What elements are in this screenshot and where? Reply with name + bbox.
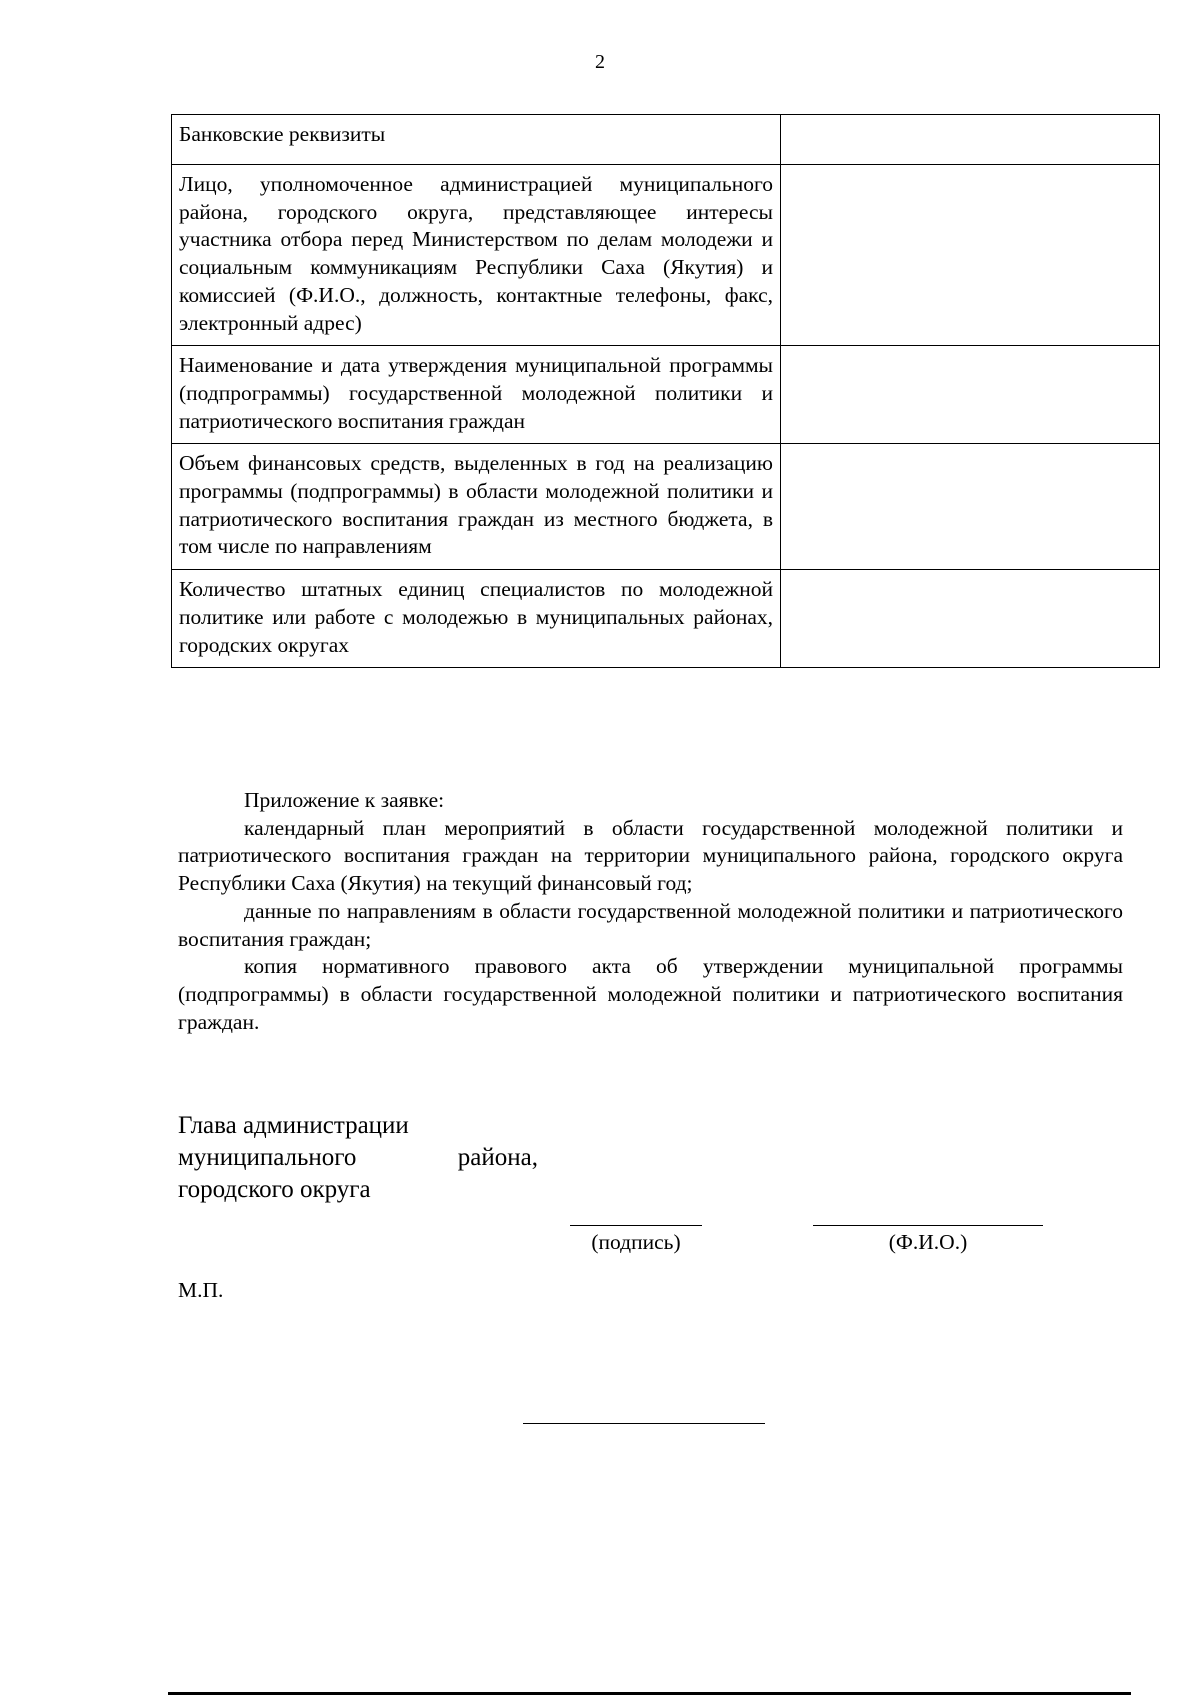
signatory-line-1: Глава администрации bbox=[178, 1112, 409, 1139]
stamp-label: М.П. bbox=[178, 1278, 224, 1302]
annex-item-calendar-plan: календарный план мероприятий в области государственной молодежной политики и патриотического воспитания граждан на территории муниципального района, городского округа Республики Саха (Якутия) на текущий финансовый год; bbox=[178, 815, 1123, 896]
table-row bbox=[172, 115, 1160, 165]
footer-rule bbox=[168, 1692, 1131, 1695]
row-label-funding-volume: Объем финансовых средств, выделенных в год на реализацию программы (подпрограммы) в области молодежной политики и патриотического воспитания граждан из местного бюджета, в том числе по направлениям bbox=[172, 444, 781, 570]
signatory-line-2 bbox=[178, 1142, 538, 1174]
row-label-program-name: Наименование и дата утверждения муниципальной программы (подпрограммы) государственной молодежной политики и патриотического воспитания граждан bbox=[172, 346, 781, 444]
row-value-staff-count[interactable] bbox=[781, 570, 1160, 668]
signatory-line-2-right: района, bbox=[457, 1144, 538, 1171]
application-info-table bbox=[171, 114, 1160, 668]
signatory-line-2-left: муниципального bbox=[178, 1144, 357, 1171]
signature-line[interactable] bbox=[570, 1225, 702, 1226]
row-value-funding-volume[interactable] bbox=[781, 444, 1160, 570]
annex-title: Приложение к заявке: bbox=[244, 788, 445, 812]
name-caption: (Ф.И.О.) bbox=[888, 1230, 968, 1254]
row-value-bank-details[interactable] bbox=[781, 115, 1160, 165]
table-row bbox=[172, 165, 1160, 346]
page-number: 2 bbox=[595, 51, 605, 73]
table-row bbox=[172, 444, 1160, 570]
signatory-line-3: городского округа bbox=[178, 1176, 371, 1203]
separator-line bbox=[523, 1423, 765, 1424]
name-line[interactable] bbox=[813, 1225, 1043, 1226]
row-label-staff-count: Количество штатных единиц специалистов по молодежной политике или работе с молодежью в муниципальных районах, городских округах bbox=[172, 570, 781, 668]
signature-caption: (подпись) bbox=[591, 1230, 681, 1254]
row-value-program-name[interactable] bbox=[781, 346, 1160, 444]
annex-item-normative-act: копия нормативного правового акта об утверждении муниципальной программы (подпрограммы) в области государственной молодежной политики и патриотического воспитания граждан. bbox=[178, 954, 1123, 1034]
row-label-bank-details: Банковские реквизиты bbox=[172, 115, 781, 165]
annex-item-directions-data: данные по направлениям в области государственной молодежной политики и патриотического воспитания граждан; bbox=[178, 898, 1123, 951]
row-value-authorized-person[interactable] bbox=[781, 165, 1160, 346]
table-row bbox=[172, 346, 1160, 444]
annex-section bbox=[178, 787, 1123, 1036]
row-label-authorized-person: Лицо, уполномоченное администрацией муниципального района, городского округа, представляющее интересы участника отбора перед Министерством по делам молодежи и социальным коммуникациям Республики Саха (Якутия) и комиссией (Ф.И.О., должность, контактные телефоны, факс, электронный адрес) bbox=[172, 165, 781, 346]
table-row bbox=[172, 570, 1160, 668]
signatory-title bbox=[178, 1110, 548, 1206]
